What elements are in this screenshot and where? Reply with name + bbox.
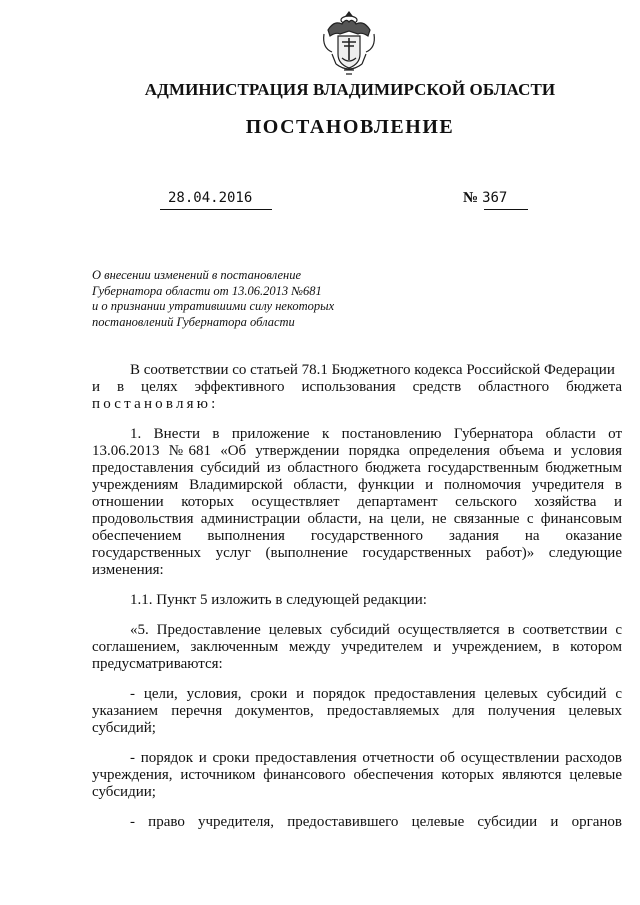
- text-line: 13.06.2013 №681 «Об утверждении порядка определения объема и условия: [92, 443, 622, 459]
- text-line: 1. Внести в приложение к постановлению Губернатора области от: [130, 426, 622, 442]
- subject-line: О внесении изменений в постановление: [92, 268, 302, 282]
- text-line: учреждения, источником финансового обеспечения которых являются целевые: [92, 767, 622, 783]
- text-line: субсидии;: [92, 784, 156, 800]
- text-line: продовольствия администрации области, на цели, не связанные с финансовым: [92, 511, 622, 527]
- point-5-paragraph: [92, 622, 622, 673]
- document-subject: [92, 268, 372, 330]
- preamble-paragraph: [92, 362, 622, 413]
- number-sign: №: [463, 190, 479, 206]
- text-line: соглашением, заключенным между учредителем и учреждением, в котором: [92, 639, 622, 655]
- date-underline: [160, 209, 272, 210]
- document-number: [463, 190, 507, 207]
- bullet-paragraph: [92, 750, 622, 801]
- subject-line: Губернатора области от 13.06.2013 №681: [92, 283, 322, 298]
- text-line: 1.1. Пункт 5 изложить в следующей редакции:: [130, 592, 427, 608]
- number-value: 367: [482, 190, 508, 206]
- bullet-paragraph: [92, 686, 622, 737]
- text-line: изменения:: [92, 562, 164, 578]
- document-date: 28.04.2016: [168, 190, 253, 206]
- text-line: - цели, условия, сроки и порядок предоставления целевых субсидий с: [130, 686, 622, 702]
- text-line: и в целях эффективного использования средств областного бюджета: [92, 379, 622, 395]
- text-line: указанием перечня документов, предоставляемых для получения целевых: [92, 703, 622, 719]
- document-body: [92, 362, 622, 831]
- document-type: ПОСТАНОВЛЕНИЕ: [245, 116, 455, 138]
- number-underline: [484, 209, 528, 210]
- text-line: отношении которых осуществляет департамент сельского хозяйства и: [92, 494, 622, 510]
- coat-of-arms-icon: [318, 8, 380, 78]
- text-line: «5. Предоставление целевых субсидий осуществляется в соответствии с: [130, 622, 622, 638]
- subject-line: и о признании утратившими силу некоторых: [92, 299, 335, 313]
- text-line: - порядок и сроки предоставления отчетности об осуществлении расходов: [130, 750, 622, 766]
- subject-line: постановлений Губернатора области: [92, 314, 295, 329]
- text-line: государственных услуг (выполнение государственных работ)» следующие: [92, 545, 622, 561]
- text-line: учреждениям Владимирской области, функции и полномочия учредителя в: [92, 477, 622, 493]
- organization-name: АДМИНИСТРАЦИЯ ВЛАДИМИРСКОЙ ОБЛАСТИ: [144, 80, 556, 99]
- text-line: предоставления субсидий из областного бюджета государственным бюджетным: [92, 460, 622, 476]
- decree-word: постановляю:: [92, 396, 219, 412]
- bullet-paragraph: [92, 814, 622, 831]
- item-1-1-paragraph: [92, 592, 622, 609]
- text-line: предусматриваются:: [92, 656, 223, 672]
- text-line: обеспечением выполнения государственного задания на оказание: [92, 528, 622, 544]
- text-line: В соответствии со статьей 78.1 Бюджетного кодекса Российской Федерации: [130, 362, 615, 378]
- text-line: - право учредителя, предоставившего целевые субсидии и органов: [130, 814, 622, 830]
- item-1-paragraph: [92, 426, 622, 579]
- text-line: субсидий;: [92, 720, 156, 736]
